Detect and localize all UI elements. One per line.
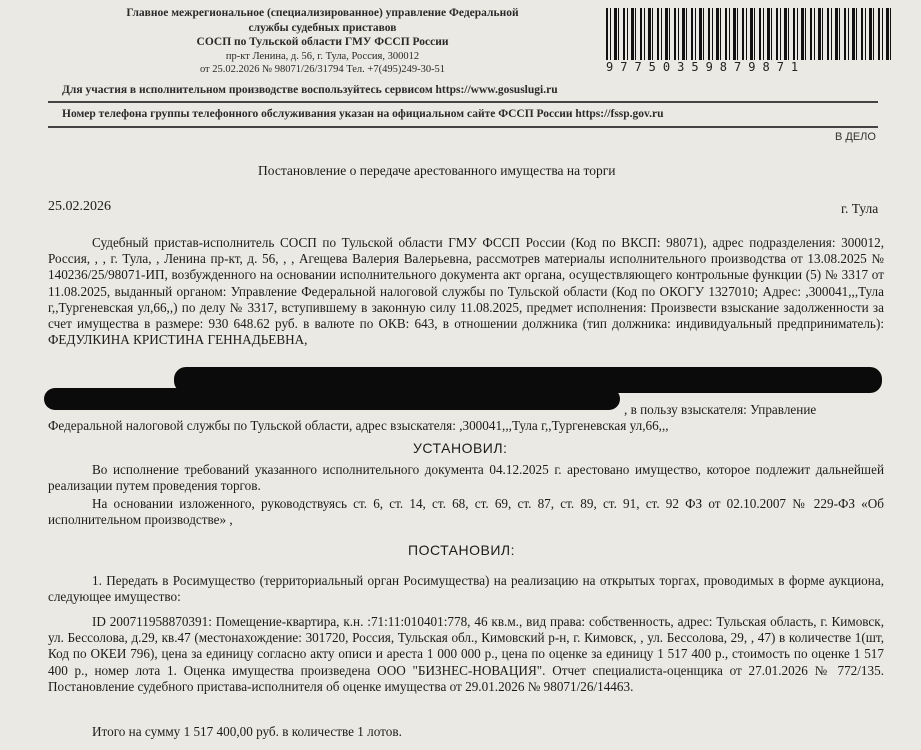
basis-text: На основании изложенного, руководствуясь ст. 6, ст. 14, ст. 68, ст. 69, ст. 87, ст. 89, ст. 91, ст. 92 ФЗ от 02.10.2007 № 229-ФЗ «Об исполнительном производстве» ,	[48, 496, 884, 528]
divider	[48, 101, 878, 103]
phone-line: Номер телефона группы телефонного обслуживания указан на официальном сайте ФССП России https://fssp.gov.ru	[62, 108, 664, 120]
intro-text: Судебный пристав-исполнитель СОСП по Тульской области ГМУ ФССП России (Код по ВКСП: 98071), адрес подразделения: 300012, Россия, , , г. Тула, , Ленина пр-кт, д. 56, , , Агещева Валерия Валерьевна, рассмотрев материалы исполнительного производства от 13.08.2025 № 140236/25/98071-ИП, возбужденного на основании исполнительного документа акт органа, осуществляющего контрольные функции (5) № 3317 от 11.08.2025, выданный органом: Управление Федеральной налоговой службы по Тульской области (Код по ОКОГУ 1327010; Адрес: ,300041,,,Тула г,,Тургеневская ул,66,,) по делу № 3317, вступившему в законную силу 11.08.2025, предмет исполнения: Произвести взыскание задолженности за счет имущества в размере: 930 648.62 руб. в валюте по ОКВ: 643, в отношении должника (тип должника: индивидуальный предприниматель): ФЕДУЛКИНА КРИСТИНА ГЕННАДЬЕВНА,	[48, 235, 884, 348]
divider	[48, 126, 878, 128]
heading-postanovil: ПОСТАНОВИЛ:	[408, 542, 515, 558]
header-line2: службы судебных приставов	[248, 21, 397, 34]
ustanovil-text: Во исполнение требований указанного исполнительного документа 04.12.2025 г. арестовано имущество, которое подлежит дальнейшей реализации путем проведения торгов.	[48, 462, 884, 494]
header-line3: СОСП по Тульской области ГМУ ФССП России	[196, 36, 449, 48]
paragraph-continuation	[48, 402, 884, 434]
paragraph-intro	[48, 235, 884, 348]
vdelo-stamp: В ДЕЛО	[835, 131, 876, 143]
service-line: Для участия в исполнительном производстве воспользуйтесь сервисом https://www.gosuslugi.ru	[62, 84, 558, 96]
paragraph-ustanovil	[48, 462, 884, 494]
document-title: Постановление о передаче арестованного имущества на торги	[258, 163, 616, 178]
agency-header	[60, 6, 585, 76]
barcode	[606, 8, 894, 60]
paragraph-property	[48, 614, 884, 695]
header-reference: от 25.02.2026 № 98071/26/31794 Тел. +7(495)249-30-51	[199, 63, 446, 75]
transfer-text: 1. Передать в Росимущество (территориальный орган Росимущества) на реализацию на открытых торгах, проводимых в форме аукциона, следующее имущество:	[48, 573, 884, 605]
header-address: пр-кт Ленина, д. 56, г. Тула, Россия, 300012	[225, 50, 420, 62]
paragraph-transfer	[48, 573, 884, 605]
document-date: 25.02.2026	[48, 199, 111, 214]
total-text: Итого на сумму 1 517 400,00 руб. в количестве 1 лотов.	[92, 724, 402, 739]
property-text: ID 20071195887039​1: Помещение-квартира, к.н. :71:11:010401:778, 46 кв.м., вид права: собственность, адрес: Тульская область, г. Кимовск, ул. Бессолова, д.29, кв.47 (местонахождение: 301720, Россия, Тульская обл., Кимовский р-н, г. Кимовск, , ул. Бессолова, 29, , 47) в количестве 1(шт, Код по ОКЕИ 796), цена за единицу согласно акту описи и ареста 1 000 000 р., цена по оценке за единицу 1 517 400 р., стоимость по оценке 1 517 400 р., номер лота 1. Оценка имущества произведена ООО "БИЗНЕС-НОВАЦИЯ". Отчет специалиста-оценщика от 27.01.2026 № 772/135. Постановление судебного пристава-исполнителя об оценке имущества от 29.01.2026 № 98071/26/14463.	[48, 614, 884, 694]
barcode-number: 97750359879871	[606, 60, 806, 74]
document-city: г. Тула	[841, 201, 879, 216]
paragraph-basis	[48, 496, 884, 528]
creditor-line: Федеральной налоговой службы по Тульской области, адрес взыскателя: ,300041,,,Тула г,,Тургеневская ул,66,,,	[48, 418, 669, 433]
paragraph-total	[48, 724, 884, 740]
heading-ustanovil: УСТАНОВИЛ:	[413, 440, 508, 456]
header-line1: Главное межрегиональное (специализированное) управление Федеральной	[126, 7, 519, 19]
intro-tail: , в пользу взыскателя: Управление	[624, 402, 817, 417]
